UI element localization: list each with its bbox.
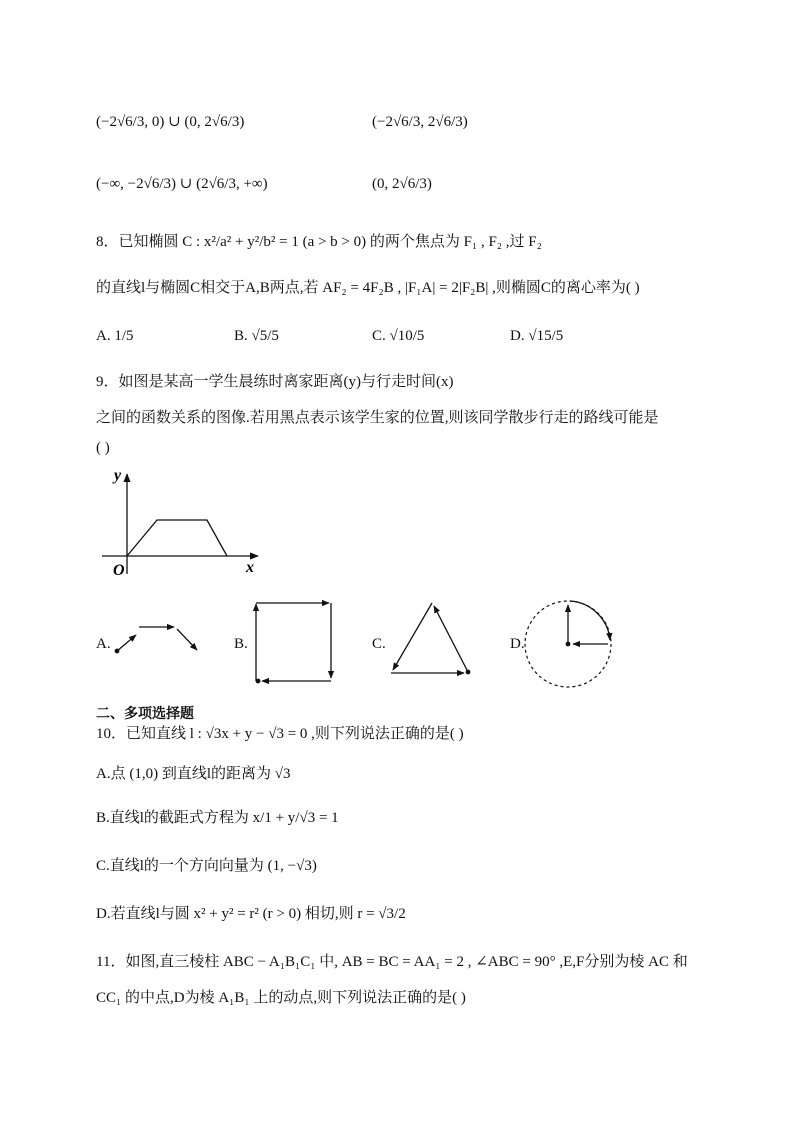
q9-stem-line3: ( ) <box>96 440 110 456</box>
route-d-figure <box>525 601 611 687</box>
graph-trapezoid-curve <box>127 520 227 556</box>
route-a-figure <box>115 627 197 653</box>
section-title-multiple-choice: 二、多项选择题 <box>96 706 194 722</box>
q9-stem-line2: 之间的函数关系的图像.若用黑点表示该学生家的位置,则该同学散步行走的路线可能是 <box>96 410 659 426</box>
q8-option-b <box>234 326 279 346</box>
q8-option-c-label: C. <box>372 328 386 344</box>
q8-option-d <box>510 326 563 346</box>
q8-option-b-value: √5/5 <box>251 328 279 344</box>
q10-option-b: B.直线l的截距式方程为 x/1 + y/√3 = 1 <box>96 810 339 826</box>
q11-stem-line2: CC₁ 的中点,D为棱 A₁B₁ 上的动点,则下列说法正确的是( ) <box>96 990 466 1006</box>
q9-option-c-label: C. <box>372 636 386 652</box>
q10-option-a: A.点 (1,0) 到直线l的距离为 √3 <box>96 766 291 782</box>
q8-option-a-label: A. <box>96 328 111 344</box>
route-c-figure <box>391 603 470 674</box>
q8-stem-line1: 8．已知椭圆 C : x²/a² + y²/b² = 1 (a > b > 0) 的两个焦点为 F₁ , F₂ ,过 F₂ <box>96 234 542 250</box>
q8-option-c <box>372 326 424 346</box>
q9-option-d-label: D. <box>510 636 525 652</box>
q10-option-c: C.直线l的一个方向向量为 (1, −√3) <box>96 858 317 874</box>
q10-stem: 10．已知直线 l : √3x + y − √3 = 0 ,则下列说法正确的是( ) <box>96 726 464 742</box>
q9-option-b-label: B. <box>234 636 248 652</box>
q8-option-c-value: √10/5 <box>389 328 425 344</box>
q9-distance-time-graph <box>96 462 266 582</box>
q9-option-a-label: A. <box>96 636 111 652</box>
q8-option-a <box>96 326 134 346</box>
q7-option-c: (−∞, −2√6/3) ∪ (2√6/3, +∞) <box>96 176 268 192</box>
q10-option-d: D.若直线l与圆 x² + y² = r² (r > 0) 相切,则 r = √3/2 <box>96 906 406 922</box>
graph-y-label: y <box>114 467 122 484</box>
q9-route-figures <box>0 590 794 700</box>
q8-option-a-value: 1/5 <box>114 328 134 344</box>
graph-x-label: x <box>246 559 254 576</box>
q8-option-d-value: √15/5 <box>528 328 564 344</box>
q8-stem-line2: 的直线l与椭圆C相交于A,B两点,若 AF₂ = 4F₂B , |F₁A| = 2|F₂B| ,则椭圆C的离心率为( ) <box>96 280 640 296</box>
q7-option-a: (−2√6/3, 0) ∪ (0, 2√6/3) <box>96 114 245 130</box>
q9-stem-line1: 9．如图是某高一学生晨练时离家距离(y)与行走时间(x) <box>96 374 454 390</box>
q7-option-d: (0, 2√6/3) <box>372 176 432 192</box>
graph-origin-label: O <box>113 562 125 579</box>
q8-option-b-label: B. <box>234 328 248 344</box>
route-b-figure <box>256 603 331 683</box>
q8-option-d-label: D. <box>510 328 525 344</box>
q11-stem-line1: 11．如图,直三棱柱 ABC − A₁B₁C₁ 中, AB = BC = AA₁ = 2 , ∠ABC = 90° ,E,F分别为棱 AC 和 <box>96 954 688 970</box>
q7-option-b: (−2√6/3, 2√6/3) <box>372 114 468 130</box>
